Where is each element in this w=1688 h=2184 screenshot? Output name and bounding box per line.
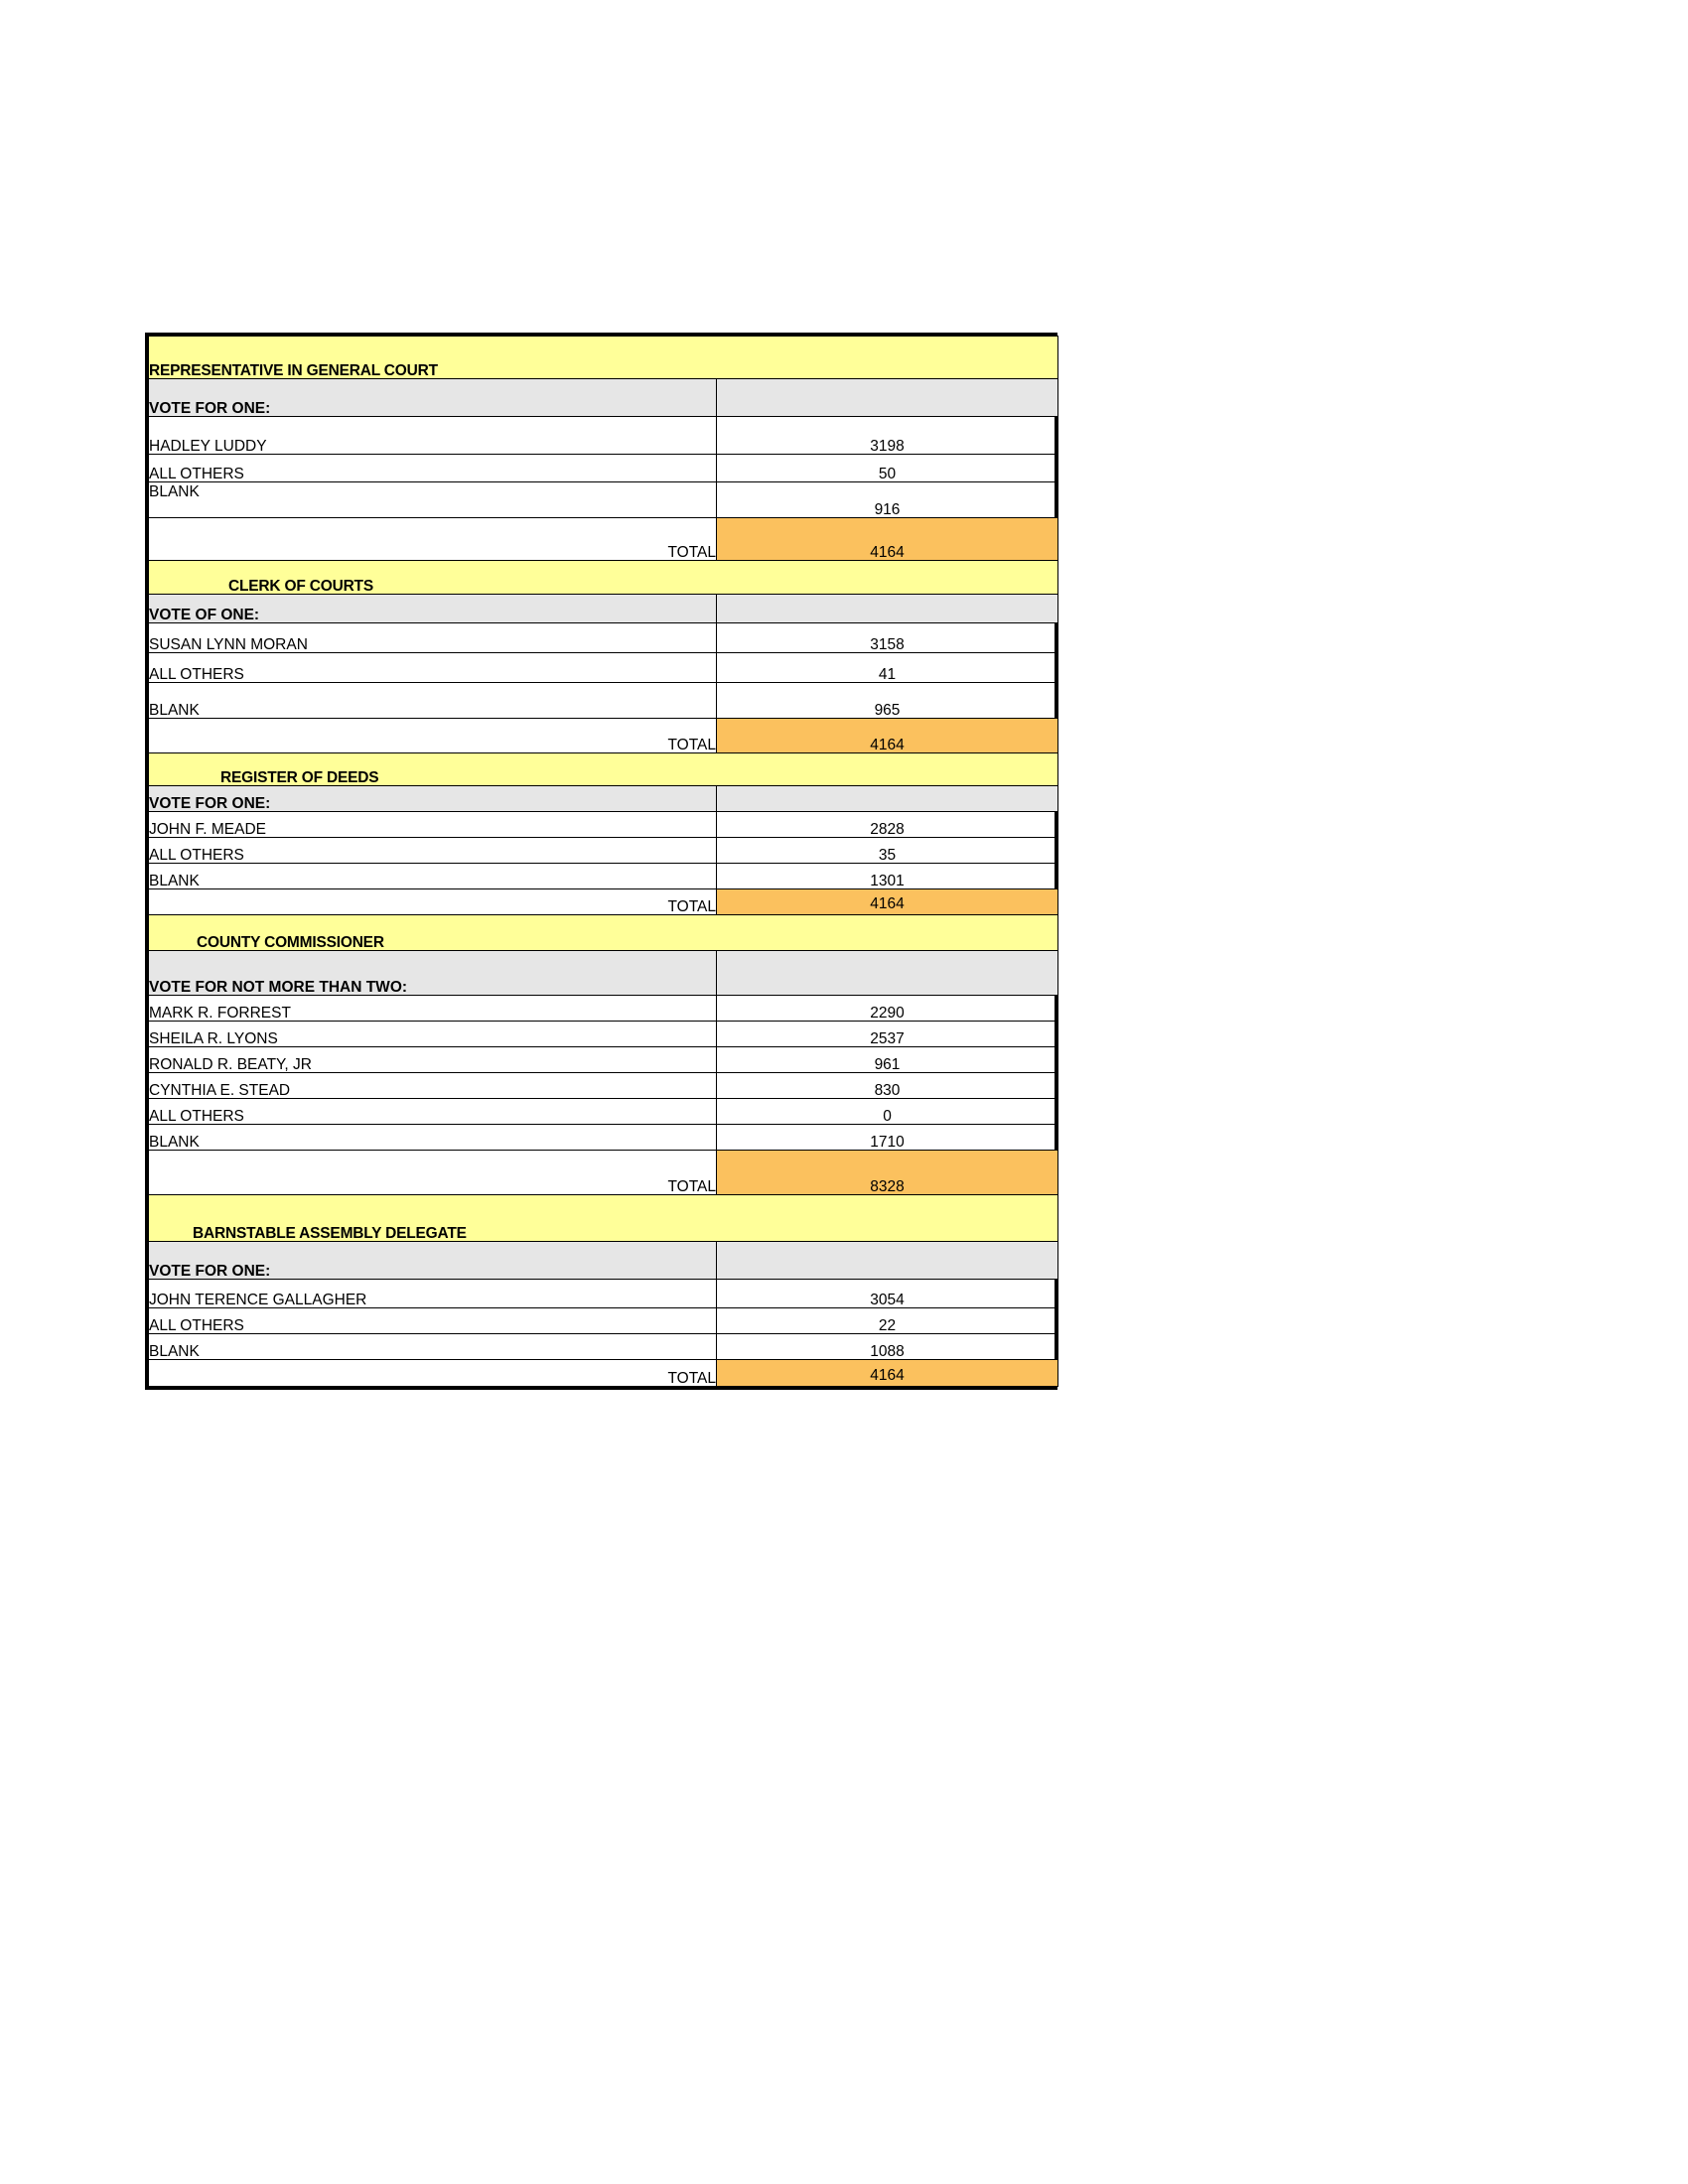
vote-instruction-assembly-delegate: VOTE FOR ONE: [149,1242,717,1280]
vote-instruction-spacer [717,786,1058,812]
candidate-votes: 35 [717,838,1058,864]
vote-instruction-row [149,379,1058,417]
total-label: TOTAL [149,1151,717,1195]
contest-title-register-of-deeds: REGISTER OF DEEDS [149,753,1058,786]
table-row [149,683,1058,719]
candidate-name: BLANK [149,864,717,889]
contest-title-representative-in-general-court: REPRESENTATIVE IN GENERAL COURT [149,337,1058,379]
table-row [149,1280,1058,1308]
candidate-name: SUSAN LYNN MORAN [149,623,717,653]
table-row [149,838,1058,864]
candidate-votes: 3054 [717,1280,1058,1308]
contest-title-row [149,915,1058,951]
candidate-name: RONALD R. BEATY, JR [149,1047,717,1073]
table-row [149,482,1058,518]
table-row [149,455,1058,482]
contest-title-barnstable-assembly-delegate: BARNSTABLE ASSEMBLY DELEGATE [149,1195,1058,1242]
candidate-name: ALL OTHERS [149,455,717,482]
candidate-name: SHEILA R. LYONS [149,1022,717,1047]
table-row [149,1047,1058,1073]
contest-title-row [149,753,1058,786]
total-label: TOTAL [149,518,717,561]
candidate-name: ALL OTHERS [149,838,717,864]
table-row [149,653,1058,683]
contest-title-clerk-of-courts: CLERK OF COURTS [149,561,1058,595]
table-row [149,417,1058,455]
candidate-votes: 830 [717,1073,1058,1099]
total-row [149,518,1058,561]
candidate-votes: 2537 [717,1022,1058,1047]
vote-instruction-spacer [717,595,1058,623]
total-votes: 4164 [717,719,1058,753]
election-results-table [148,336,1058,1387]
total-votes: 4164 [717,1360,1058,1387]
candidate-votes: 41 [717,653,1058,683]
total-row [149,1360,1058,1387]
candidate-votes: 1710 [717,1125,1058,1151]
candidate-name: BLANK [149,1334,717,1360]
candidate-name: ALL OTHERS [149,1099,717,1125]
table-row [149,864,1058,889]
vote-instruction-register: VOTE FOR ONE: [149,786,717,812]
vote-instruction-county-commissioner: VOTE FOR NOT MORE THAN TWO: [149,951,717,996]
candidate-name: BLANK [149,683,717,719]
table-row [149,1334,1058,1360]
candidate-votes: 3198 [717,417,1058,455]
total-label: TOTAL [149,719,717,753]
vote-instruction-row [149,786,1058,812]
candidate-votes: 22 [717,1308,1058,1334]
table-row [149,1125,1058,1151]
total-votes: 8328 [717,1151,1058,1195]
total-label: TOTAL [149,889,717,915]
total-votes: 4164 [717,889,1058,915]
vote-instruction-clerk: VOTE OF ONE: [149,595,717,623]
candidate-votes: 3158 [717,623,1058,653]
table-row [149,1308,1058,1334]
candidate-votes: 961 [717,1047,1058,1073]
candidate-name: ALL OTHERS [149,653,717,683]
vote-instruction-spacer [717,379,1058,417]
contest-title-row [149,561,1058,595]
contest-title-row [149,1195,1058,1242]
candidate-votes: 965 [717,683,1058,719]
candidate-votes: 0 [717,1099,1058,1125]
total-label: TOTAL [149,1360,717,1387]
table-row [149,1099,1058,1125]
total-votes: 4164 [717,518,1058,561]
election-results-sheet [145,333,1057,1390]
table-row [149,1022,1058,1047]
candidate-votes: 1301 [717,864,1058,889]
vote-instruction-representative: VOTE FOR ONE: [149,379,717,417]
candidate-name: CYNTHIA E. STEAD [149,1073,717,1099]
candidate-name: BLANK [149,1125,717,1151]
total-row [149,719,1058,753]
table-row [149,1073,1058,1099]
candidate-votes: 50 [717,455,1058,482]
candidate-votes: 1088 [717,1334,1058,1360]
candidate-votes: 2828 [717,812,1058,838]
candidate-name: BLANK [149,482,717,518]
candidate-votes: 2290 [717,996,1058,1022]
vote-instruction-row [149,1242,1058,1280]
vote-instruction-spacer [717,951,1058,996]
vote-instruction-row [149,951,1058,996]
candidate-name: HADLEY LUDDY [149,417,717,455]
table-row [149,996,1058,1022]
vote-instruction-row [149,595,1058,623]
vote-instruction-spacer [717,1242,1058,1280]
table-row [149,623,1058,653]
candidate-name: JOHN TERENCE GALLAGHER [149,1280,717,1308]
table-row [149,812,1058,838]
candidate-name: ALL OTHERS [149,1308,717,1334]
contest-title-county-commissioner: COUNTY COMMISSIONER [149,915,1058,951]
candidate-votes: 916 [717,482,1058,518]
candidate-name: JOHN F. MEADE [149,812,717,838]
candidate-name: MARK R. FORREST [149,996,717,1022]
total-row [149,889,1058,915]
total-row [149,1151,1058,1195]
contest-title-row [149,337,1058,379]
